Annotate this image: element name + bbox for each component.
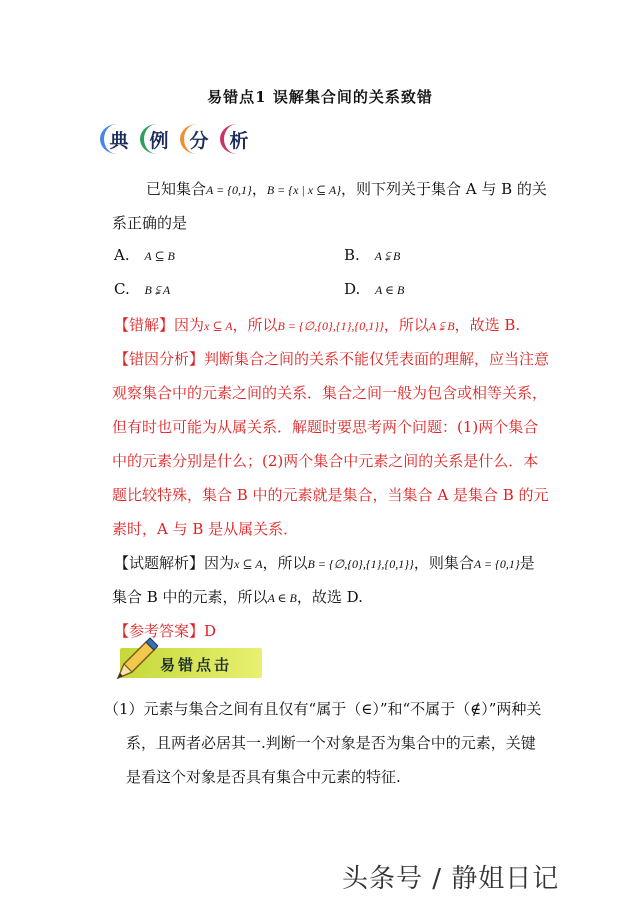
option-c-label: C. — [114, 280, 130, 298]
solution-math-3: A = {0,1} — [473, 557, 520, 571]
wrong-math-3: A ⫋ B — [428, 319, 455, 333]
tip-line-2: 系，且两者必居其一.判断一个对象是否为集合中的元素，关键 — [126, 734, 536, 752]
page-title: 易错点1 误解集合间的关系致错 — [207, 88, 433, 106]
solution-text-6: ，故选 D. — [296, 588, 363, 606]
answer-tag: 【参考答案】 — [114, 622, 205, 640]
option-d-label: D. — [344, 280, 361, 298]
watermark: 头条号 / 静姐日记 — [342, 864, 560, 894]
problem-line-2: 系正确的是 — [112, 214, 188, 232]
option-b — [344, 246, 400, 264]
answer-value: D — [204, 622, 217, 640]
badge-char-2: 例 — [140, 124, 174, 154]
option-c — [114, 280, 170, 298]
badge-char-3: 分 — [180, 124, 214, 154]
wrong-math-2: B = {∅,{0},{1},{0,1}} — [277, 319, 384, 333]
badge-char-1: 典 — [100, 124, 134, 154]
solution-text-3: ，则集合 — [413, 554, 474, 572]
analysis-line-3: 但有时也可能为从属关系．解题时要思考两个问题：(1)两个集合 — [112, 418, 539, 436]
badge-char-4: 析 — [220, 124, 254, 154]
solution-line-1 — [114, 552, 535, 573]
solution-text-1: 因为 — [204, 554, 235, 572]
option-b-label: B. — [344, 246, 360, 264]
set-a-def: A = {0,1} — [206, 183, 252, 197]
tip-line-1: （1）元素与集合之间有且仅有“属于（∈）”和“不属于（∉）”两种关 — [104, 700, 542, 718]
problem-text: 已知集合 — [146, 180, 207, 198]
wrong-text-4: ，故选 B. — [454, 316, 521, 334]
analysis-line-6: 素时，A 与 B 是从属关系． — [112, 520, 299, 538]
tip-title: 易错点击 — [160, 656, 233, 674]
analysis-line-5: 题比较特殊，集合 B 中的元素就是集合，当集合 A 是集合 B 的元 — [112, 486, 549, 504]
analysis-line-1 — [114, 348, 549, 369]
option-d-expr: A ∈ B — [375, 283, 405, 297]
option-a-expr: A ⊆ B — [144, 249, 175, 263]
solution-math-2: B = {∅,{0},{1},{0,1}} — [307, 557, 414, 571]
option-b-expr: A ⫋ B — [374, 249, 401, 263]
problem-line-1 — [146, 178, 547, 199]
example-analysis-badge — [100, 124, 254, 154]
problem-sep: ， — [251, 180, 267, 198]
option-d — [344, 280, 404, 298]
solution-text-4: 是 — [519, 554, 535, 572]
analysis-text-1: 判断集合之间的关系不能仅凭表面的理解，应当注意 — [204, 350, 550, 368]
wrong-solution — [114, 314, 520, 335]
analysis-line-4: 中的元素分别是什么；(2)两个集合中元素之间的关系是什么．本 — [112, 452, 539, 470]
option-a-label: A. — [114, 246, 130, 264]
problem-text-post: ，则下列关于集合 A 与 B 的关 — [341, 180, 547, 198]
solution-math-4: A ∈ B — [267, 591, 297, 605]
wrong-text-3: ，所以 — [383, 316, 429, 334]
wrong-text-1: 因为 — [174, 316, 205, 334]
analysis-line-2: 观察集合中的元素之间的关系．集合之间一般为包含或相等关系， — [112, 384, 548, 402]
wrong-text-2: ，所以 — [232, 316, 278, 334]
solution-math-1: x ⊆ A — [234, 557, 263, 571]
option-c-expr: B ⫋ A — [144, 283, 171, 297]
pencil-icon — [112, 634, 158, 682]
solution-line-2 — [112, 586, 363, 607]
wrong-tag: 【错解】 — [114, 316, 175, 334]
solution-text-2: ，所以 — [262, 554, 308, 572]
option-a — [114, 246, 175, 264]
tip-line-3: 是看这个对象是否具有集合中元素的特征. — [126, 768, 401, 786]
solution-tag: 【试题解析】 — [114, 554, 205, 572]
analysis-tag: 【错因分析】 — [114, 350, 205, 368]
set-b-def: B = {x | x ⊆ A} — [266, 183, 341, 197]
solution-text-5: 集合 B 中的元素，所以 — [112, 588, 268, 606]
wrong-math-1: x ⊆ A — [204, 319, 233, 333]
